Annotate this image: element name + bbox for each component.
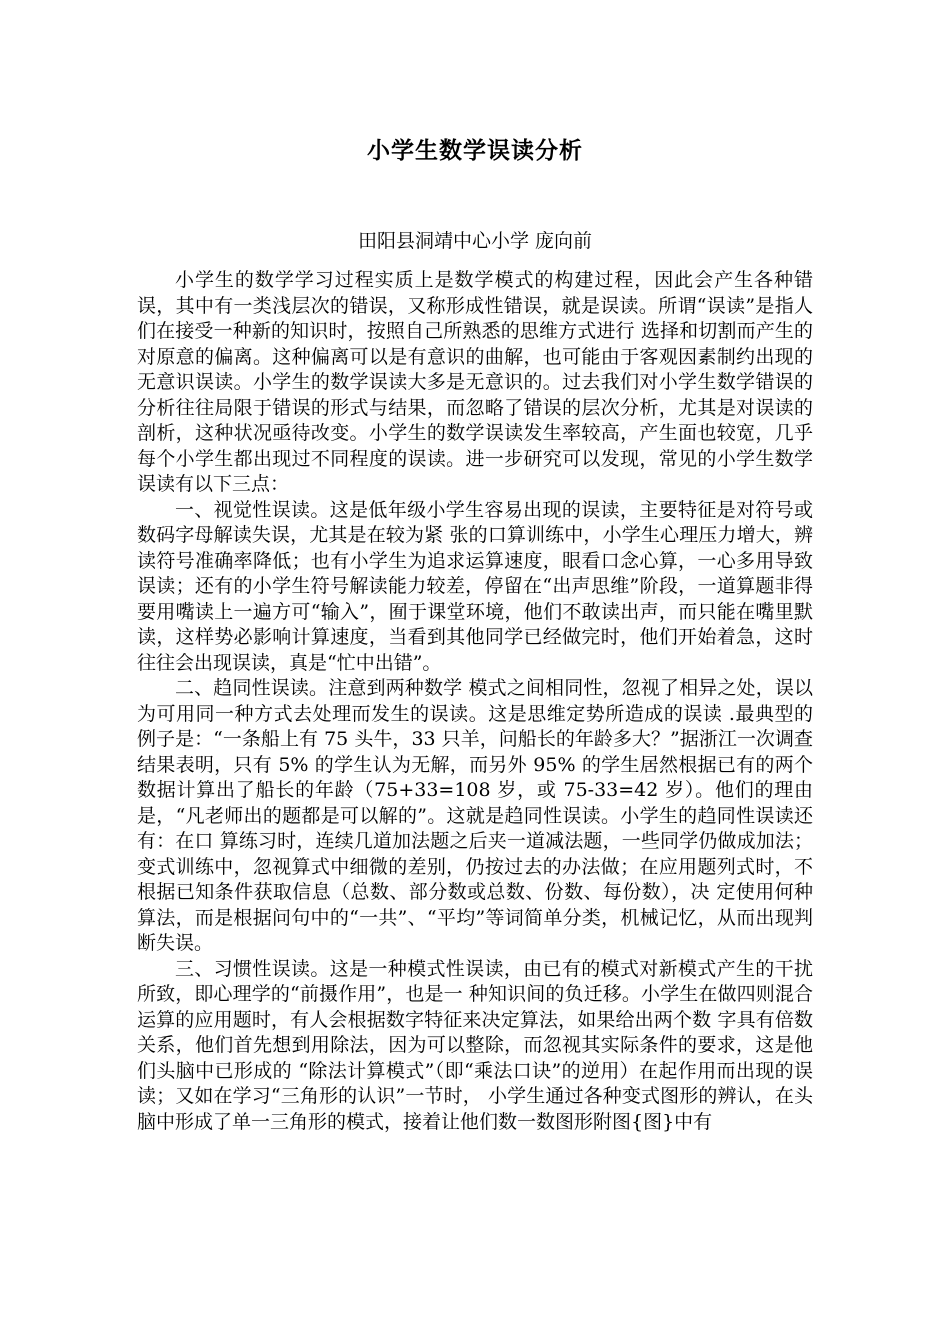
document-body (137, 268, 813, 1135)
author-line: 田阳县洞靖中心小学 庞向前 (357, 230, 593, 252)
document-title: 小学生数学误读分析 (367, 137, 583, 164)
paragraph-convergent-misreading: 二、趋同性误读。注意到两种数学 模式之间相同性，忽视了相异之处，误以为可用同一种方式去处理而发生的误读。这是思维定势所造成的误读 .最典型的例子是：“一条船上有 75 头牛，33 只羊，问船长的年龄多大？”据浙江一次调查结果表明，只有 5% 的学生认为无解，而另外 95% 的学生居然根据已有的两个数据计算出了船长的年龄（75+33=108 岁，或 75-33=42 岁）。他们的理由是，“凡老师出的题都是可以解的”。这就是趋同性误读。小学生的趋同性误读还有：在口 算练习时，连续几道加法题之后夹一道减法题，一些同学仍做成加法；变式训练中，忽视算式中细微的差别，仍按过去的办法做；在应用题列式时，不根据已知条件获取信息（总数、部分数或总数、份数、每份数），决 定使用何种算法，而是根据问句中的“一共”、“平均”等词简单分类，机械记忆，从而出现判断失误。 (137, 677, 813, 954)
paragraph-visual-misreading: 一、视觉性误读。这是低年级小学生容易出现的误读，主要特征是对符号或数码字母解读失误，尤其是在较为紧 张的口算训练中，小学生心理压力增大，辨读符号准确率降低；也有小学生为追求运算速度，眼看口念心算，一心多用导致误读；还有的小学生符号解读能力较差，停留在“出声思维”阶段，一道算题非得要用嘴读上一遍方可“输入”，囿于课堂环境，他们不敢读出声，而只能在嘴里默读，这样势必影响计算速度，当看到其他同学已经做完时，他们开始着急，这时往往会出现误读，真是“忙中出错”。 (137, 498, 813, 674)
paragraph-intro: 小学生的数学学习过程实质上是数学模式的构建过程，因此会产生各种错误，其中有一类浅层次的错误，又称形成性错误，就是误读。所谓“误读”是指人们在接受一种新的知识时，按照自己所熟悉的思维方式进行 选择和切割而产生的对原意的偏离。这种偏离可以是有意识的曲解，也可能由于客观因素制约出现的无意识误读。小学生的数学误读大多是无意识的。过去我们对小学生数学错误的分析往往局限于错误的形式与结果，而忽略了错误的层次分析，尤其是对误读的剖析，这种状况亟待改变。小学生的数学误读发生率较高，产生面也较宽，几乎每个小学生都出现过不同程度的误读。进一步研究可以发现，常见的小学生数学误读有以下三点： (137, 269, 813, 495)
paragraph-habitual-misreading: 三、习惯性误读。这是一种模式性误读，由已有的模式对新模式产生的干扰所致，即心理学的“前摄作用”，也是一 种知识间的负迁移。小学生在做四则混合运算的应用题时，有人会根据数字特征来决定算法，如果给出两个数 字具有倍数关系，他们首先想到用除法，因为可以整除，而忽视其实际条件的要求，这是他们头脑中已形成的 “除法计算模式”（即“乘法口诀”的逆用）在起作用而出现的误读；又如在学习“三角形的认识”一节时， 小学生通过各种变式图形的辨认，在头脑中形成了单一三角形的模式，接着让他们数一数图形附图{图}中有 (137, 957, 813, 1133)
